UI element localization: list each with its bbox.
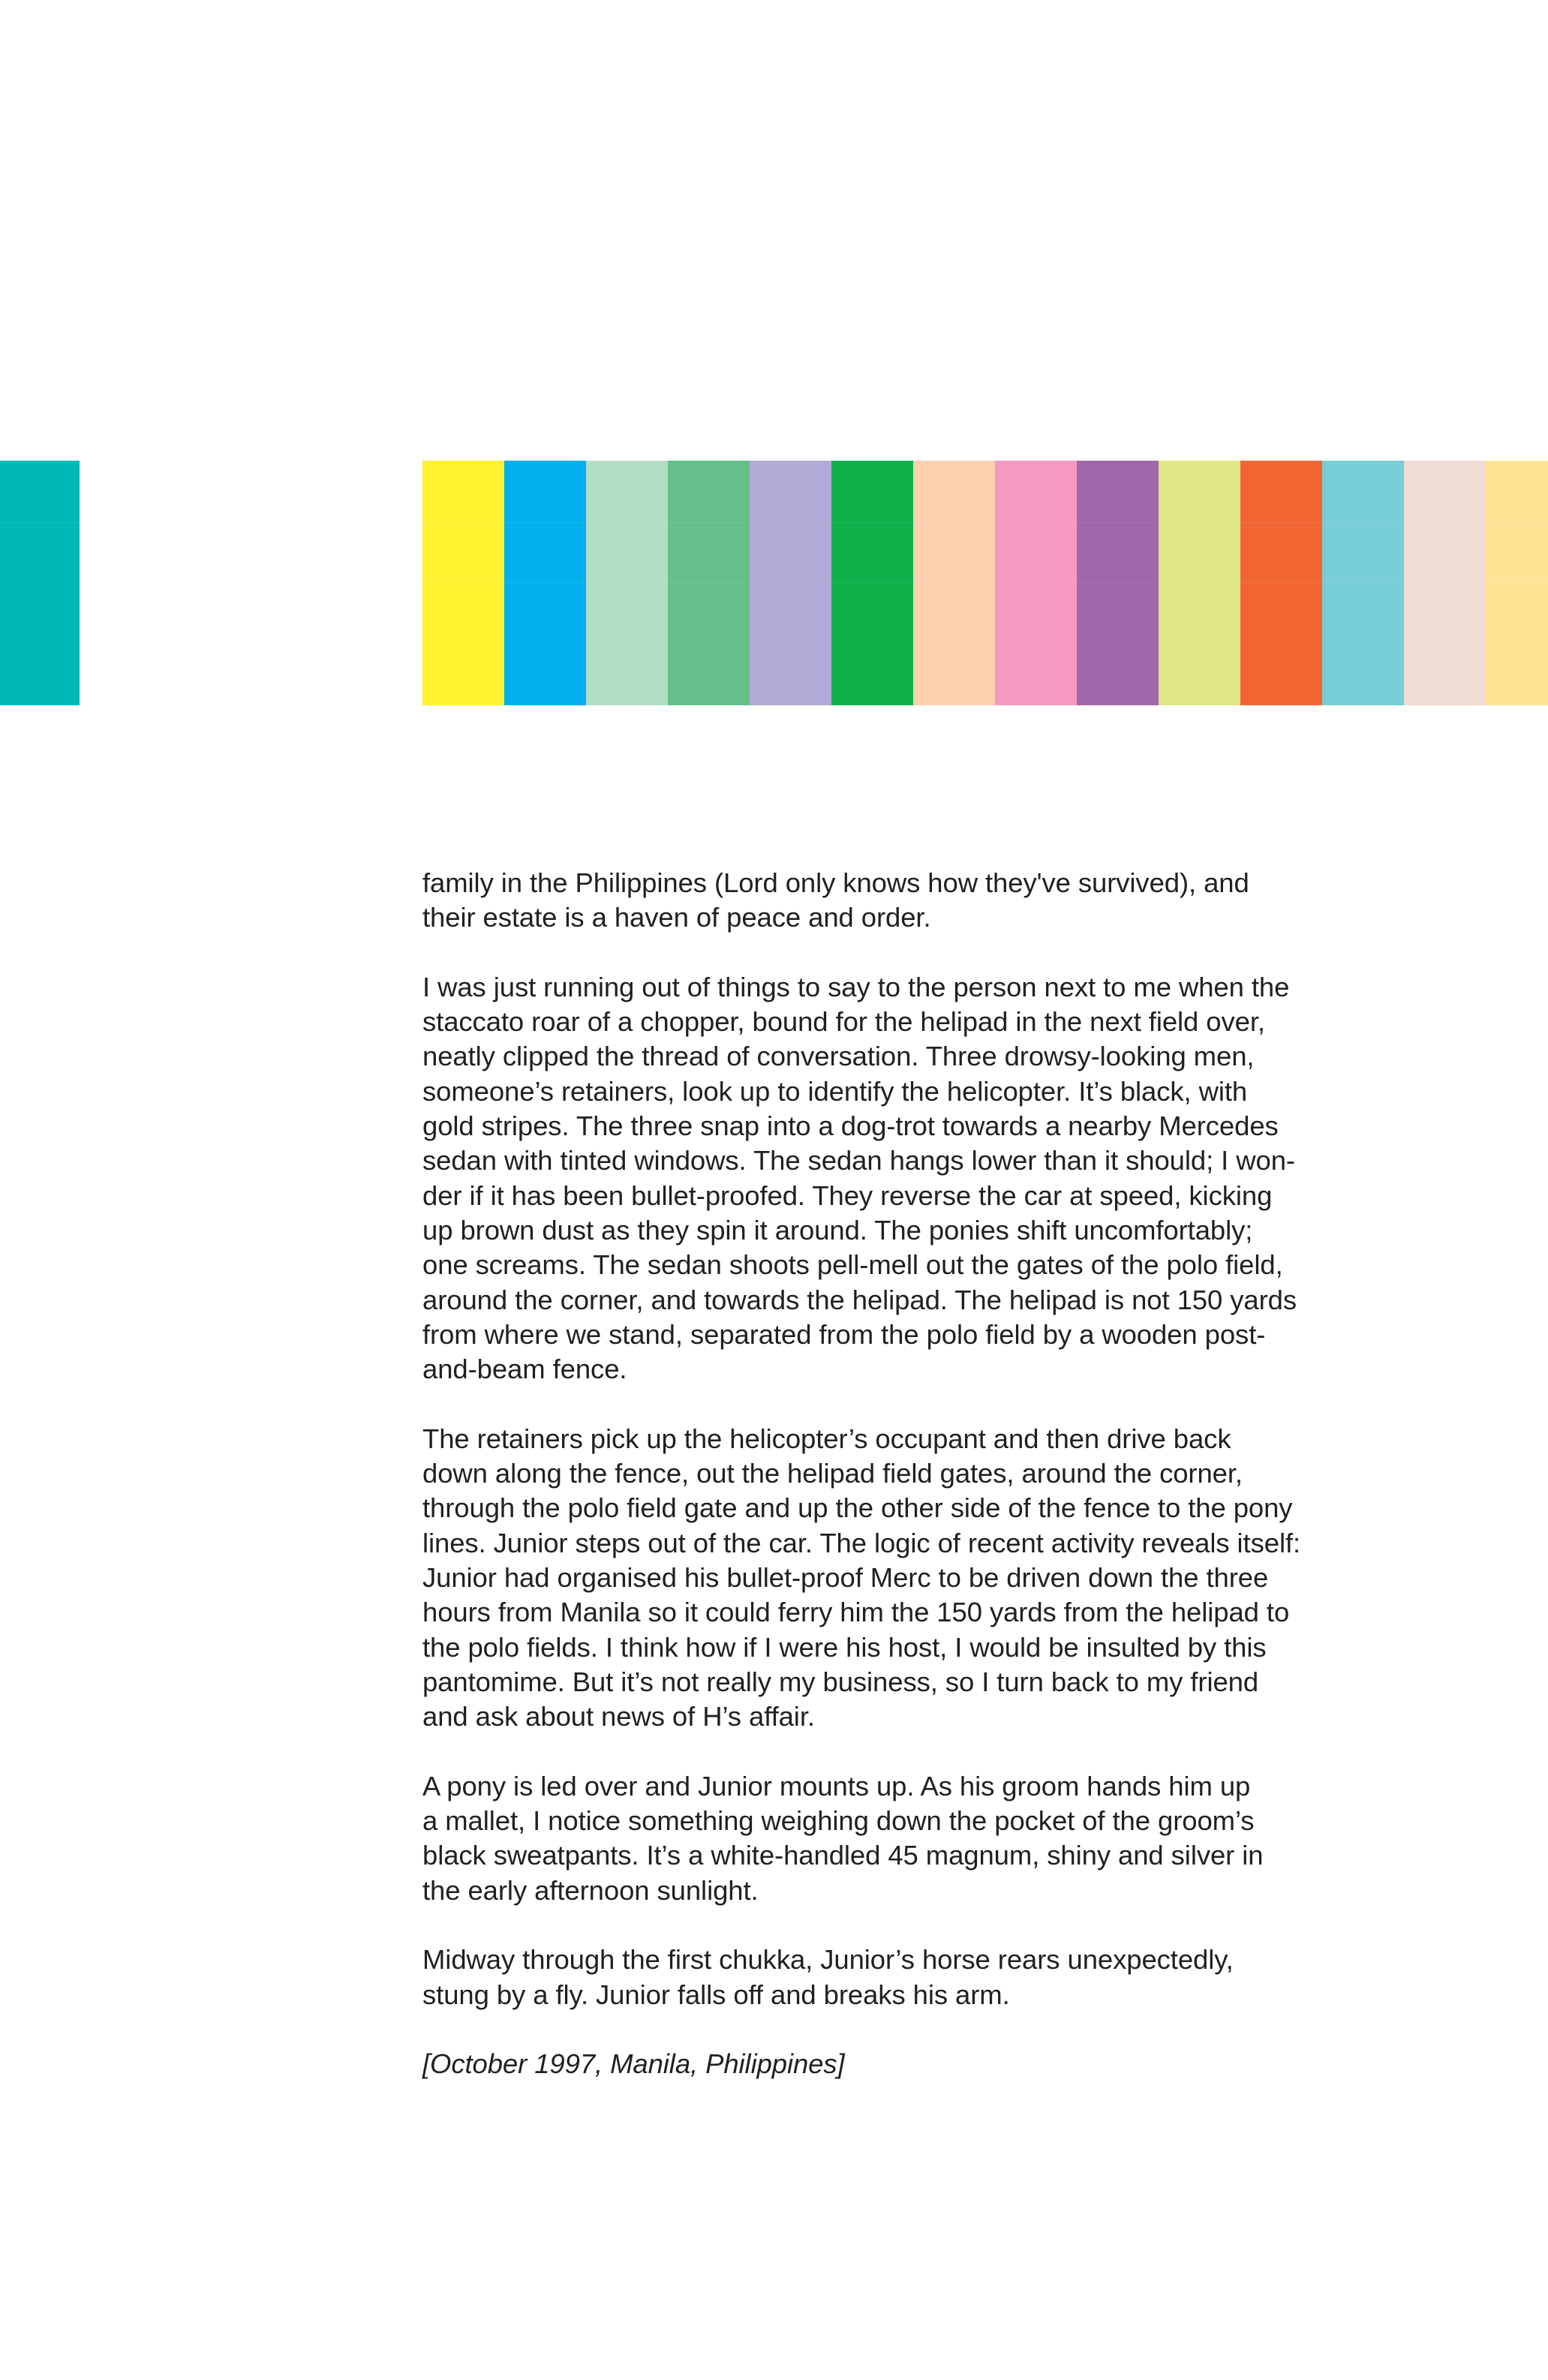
text-line: someone’s retainers, look up to identify the helicopter. It’s black, with <box>422 1075 1248 1107</box>
swatch-orange <box>1240 461 1322 705</box>
text-line: around the corner, and towards the helipad. The helipad is not 150 yards <box>422 1284 1297 1315</box>
paragraph <box>422 970 1398 1387</box>
text-line: and ask about news of H’s affair. <box>422 1701 815 1732</box>
text-line: up brown dust as they spin it around. The ponies shift uncomfortably; <box>422 1214 1253 1246</box>
swatch-purple <box>1077 461 1159 705</box>
text-line: sedan with tinted windows. The sedan hangs lower than it should; I won- <box>422 1145 1295 1176</box>
text-line: the early afternoon sunlight. <box>422 1874 759 1906</box>
text-line: Midway through the first chukka, Junior’s horse rears unexpectedly, <box>422 1944 1234 1976</box>
swatch-green <box>668 461 750 705</box>
swatch-sky-blue <box>504 461 586 705</box>
text-line: family in the Philippines (Lord only knows how they've survived), and <box>422 867 1249 898</box>
text-line: staccato roar of a chopper, bound for the helipad in the next field over, <box>422 1006 1265 1038</box>
text-line: from where we stand, separated from the polo field by a wooden post- <box>422 1318 1266 1350</box>
text-line: and-beam fence. <box>422 1354 627 1385</box>
paragraph <box>422 1422 1398 1735</box>
text-line: stung by a fly. Junior falls off and breaks his arm. <box>422 1979 1010 2010</box>
swatch-lime <box>1159 461 1240 705</box>
text-line: the polo fields. I think how if I were his host, I would be insulted by this <box>422 1631 1267 1663</box>
text-line: The retainers pick up the helicopter’s occupant and then drive back <box>422 1423 1231 1454</box>
text-line: their estate is a haven of peace and order. <box>422 902 931 933</box>
text-line: Junior had organised his bullet-proof Merc to be driven down the three <box>422 1561 1269 1593</box>
body-text <box>422 866 1398 2117</box>
dateline: [October 1997, Manila, Philippines] <box>422 2048 845 2080</box>
text-line: black sweatpants. It’s a white-handled 45 magnum, shiny and silver in <box>422 1840 1264 1871</box>
text-line: gold stripes. The three snap into a dog-trot towards a nearby Mercedes <box>422 1110 1279 1142</box>
text-line: pantomime. But it’s not really my business, so I turn back to my friend <box>422 1666 1259 1697</box>
text-line: der if it has been bullet-proofed. They reverse the car at speed, kicking <box>422 1179 1273 1211</box>
swatch-blush <box>1404 461 1486 705</box>
accent-color-bar <box>0 461 80 705</box>
paragraph <box>422 1943 1398 2012</box>
paragraph <box>422 1769 1398 1908</box>
text-line: a mallet, I notice something weighing down the pocket of the groom’s <box>422 1805 1255 1837</box>
text-line: neatly clipped the thread of conversation. Three drowsy-looking men, <box>422 1041 1255 1072</box>
text-line: through the polo field gate and up the other side of the fence to the pony <box>422 1492 1293 1524</box>
text-line: one screams. The sedan shoots pell-mell out the gates of the polo field, <box>422 1249 1283 1281</box>
swatch-yellow <box>422 461 504 705</box>
swatch-pink <box>995 461 1077 705</box>
swatch-emerald <box>831 461 913 705</box>
text-line: hours from Manila so it could ferry him the 150 yards from the helipad to <box>422 1597 1290 1628</box>
swatch-turquoise <box>1322 461 1404 705</box>
text-line: I was just running out of things to say to the person next to me when the <box>422 971 1290 1002</box>
paragraph <box>422 866 1398 936</box>
text-line: down along the fence, out the helipad field gates, around the corner, <box>422 1458 1243 1489</box>
swatch-cream <box>1486 461 1548 705</box>
text-line: lines. Junior steps out of the car. The logic of recent activity reveals itself: <box>422 1527 1301 1558</box>
swatch-mint <box>586 461 668 705</box>
color-swatch-strip <box>422 461 1548 705</box>
swatch-lavender <box>750 461 831 705</box>
text-line: A pony is led over and Junior mounts up. As his groom hands him up <box>422 1770 1251 1802</box>
swatch-peach <box>913 461 995 705</box>
